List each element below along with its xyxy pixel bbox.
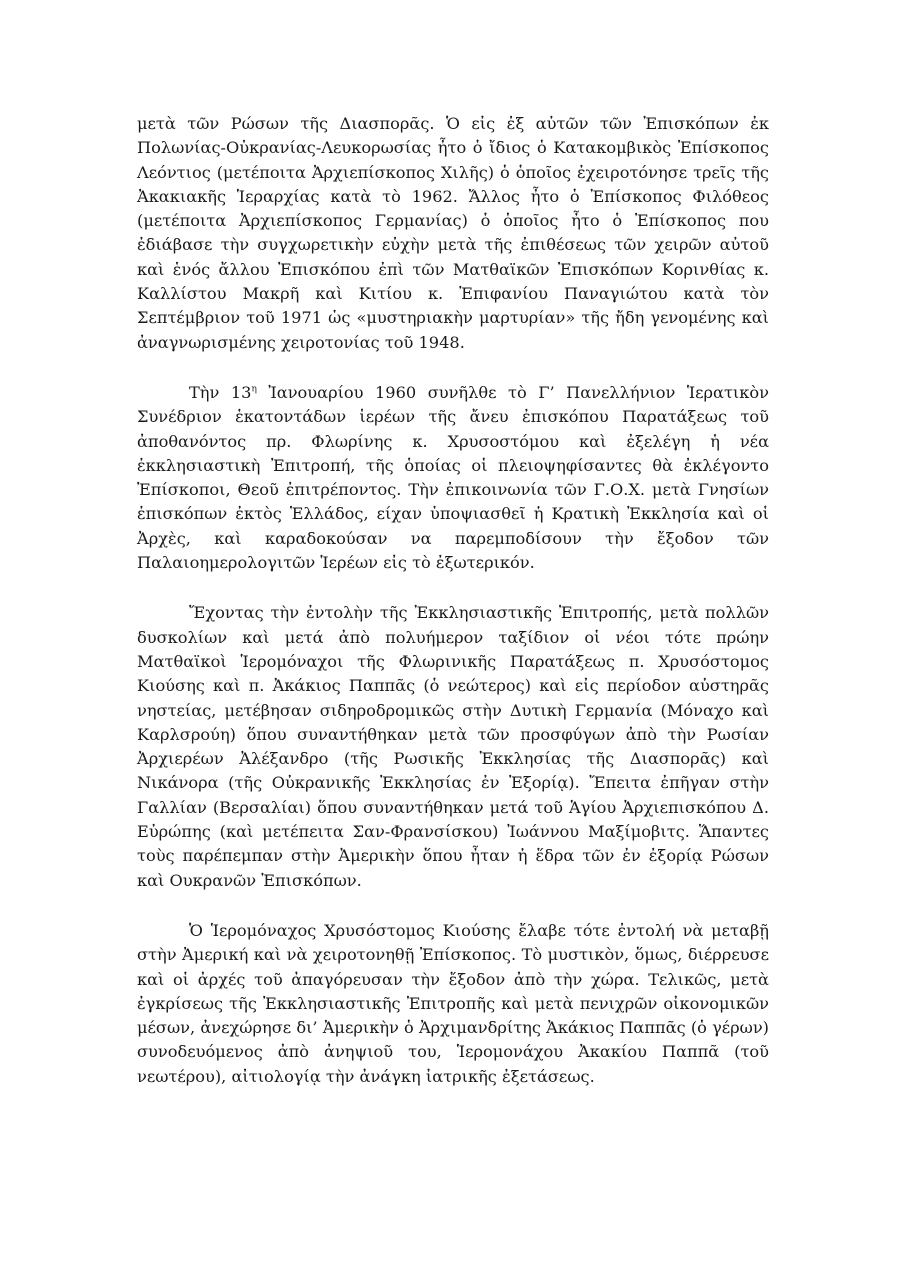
paragraph-2-rest: Ἰανουαρίου 1960 συνῆλθε τὸ Γ’ Πανελλήνιον Ἱερατικὸν Συνέδριον ἑκατοντάδων ἱερέων τῆς ἄνευ ἐπισκόπου Παρατάξεως τοῦ ἀποθανόντος πρ. Φλωρίνης κ. Χρυσοστόμου καὶ ἐξελέγη ἡ νέα ἐκκλησιαστικὴ Ἐπιτροπή, τῆς ὁποίας οἱ πλειοψηφίσαντες θὰ ἐκλέγοντο Ἐπίσκοποι, Θεοῦ ἐπιτρέποντος. Τὴν ἐπικοινωνία τῶν Γ.Ο.Χ. μετὰ Γνησίων ἐπισκόπων ἐκτὸς Ἑλλάδος, είχαν ὑποψιασθεῖ ἡ Κρατικὴ Ἐκκλησία καὶ οἱ Ἀρχὲς, καὶ καραδοκούσαν να παρεμποδίσουν τὴν ἔξοδον τῶν Παλαιοημερολογιτῶν Ἱερέων εἰς τὸ ἐξωτερικόν. [137,382,769,573]
paragraph-2-start: Τὴν 13 [189,382,252,402]
ordinal-superscript: η [251,384,257,395]
document-page [137,112,769,1115]
paragraph-1: μετὰ τῶν Ρώσων τῆς Διασπορᾶς. Ὁ εἰς ἐξ αὐτῶν τῶν Ἐπισκόπων ἐκ Πολωνίας-Οὐκρανίας-Λευκορωσίας ἦτο ὁ ἴδιος ὁ Κατακομβικὸς Ἐπίσκοπος Λεόντιος (μετέποιτα Ἀρχιεπίσκοπος Χιλῆς) ὁ ὁποῖος ἐχειροτόνησε τρεῖς τῆς Ἀκακιακῆς Ἱεραρχίας κατὰ τὸ 1962. Ἄλλος ἦτο ὁ Ἐπίσκοπος Φιλόθεος (μετέποιτα Ἀρχιεπίσκοπος Γερμανίας) ὁ ὁποῖος ἦτο ὁ Ἐπίσκοπος που ἐδιάβασε τὴν συγχωρετικὴν εὐχὴν μετὰ τῆς ἐπιθέσεως τῶν χειρῶν αὐτοῦ καὶ ἑνός ἄλλου Ἐπισκόπου ἐπὶ τῶν Ματθαϊκῶν Ἐπισκόπων Κορινθίας κ. Καλλίστου Μακρῆ καὶ Κιτίου κ. Ἐπιφανίου Παναγιώτου κατὰ τὸν Σεπτέμβριον τοῦ 1971 ὡς «μυστηριακὴν μαρτυρίαν» τῆς ἤδη γενομένης καὶ ἀναγνωρισμένης χειροτονίας τοῦ 1948. [137,114,769,352]
paragraph-2 [137,381,769,575]
paragraph-4: Ὁ Ἱερομόναχος Χρυσόστομος Κιούσης ἔλαβε τότε ἐντολή νὰ μεταβῇ στὴν Ἀμερική καὶ νὰ χειροτονηθῇ Ἐπίσκοπος. Τὸ μυστικὸν, ὅμως, διέρρευσε καὶ οἱ ἀρχές τοῦ ἀπαγόρευσαν τὴν ἔξοδον ἀπὸ τὴν χώρα. Τελικῶς, μετὰ ἐγκρίσεως τῆς Ἐκκλησιαστικῆς Ἐπιτροπῆς καὶ μετὰ πενιχρῶν οἰκονομικῶν μέσων, ἀνεχώρησε δι’ Ἀμερικὴν ὁ Ἀρχιμανδρίτης Ἀκάκιος Παππᾶς (ὁ γέρων) συνοδευόμενος ἀπὸ ἀνηψιοῦ του, Ἱερομονάχου Ἀκακίου Παππᾶ (τοῦ νεωτέρου), αἰτιολογίᾳ τὴν ἀνάγκη ἰατρικῆς ἐξετάσεως. [137,920,769,1086]
paragraph-3: Ἔχοντας τὴν ἐντολὴν τῆς Ἐκκλησιαστικῆς Ἐπιτροπής, μετὰ πολλῶν δυσκολίων καὶ μετά ἀπὸ πολυήμερον ταξίδιον οἱ νέοι τότε πρώην Ματθαϊκοὶ Ἱερομόναχοι τῆς Φλωρινικῆς Παρατάξεως π. Χρυσόστομος Κιούσης καὶ π. Ἀκάκιος Παππᾶς (ὁ νεώτερος) καὶ εἰς περίοδον αὐστηρᾶς νηστείας, μετέβησαν σιδηροδρομικῶς στὴν Δυτικὴ Γερμανία (Μόναχο καὶ Καρλσρούη) ὅπου συναντήθηκαν μετὰ τῶν προσφύγων ἀπὸ τὴν Ρωσίαν Ἀρχιερέων Ἀλέξανδρο (τῆς Ρωσικῆς Ἐκκλησίας τῆς Διασπορᾶς) καὶ Νικάνορα (τῆς Οὐκρανικῆς Ἐκκλησίας ἐν Ἐξορίᾳ). Ἔπειτα ἐπῆγαν στὴν Γαλλίαν (Βερσαλίαι) ὅπου συναντήθηκαν μετά τοῦ Ἁγίου Ἀρχιεπισκόπου Δ. Εὐρώπης (καὶ μετέπειτα Σαν-Φρανσίσκου) Ἰωάννου Μαξίμοβιτς. Ἅπαντες τοὺς παρέπεμπαν στὴν Ἀμερικὴν ὅπου ἦταν ἡ ἕδρα τῶν ἐν ἐξορίᾳ Ρώσων καὶ Ουκρανῶν Ἐπισκόπων. [137,603,769,890]
